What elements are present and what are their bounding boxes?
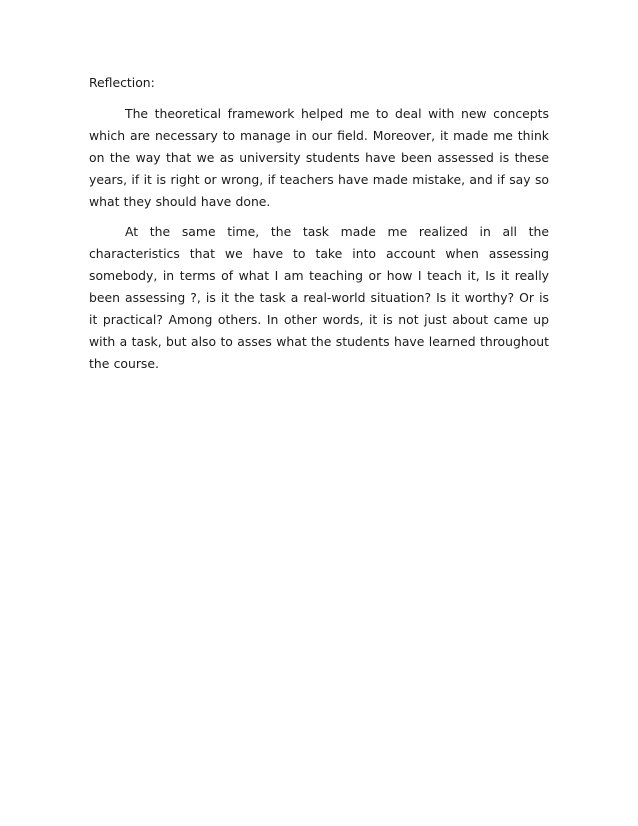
- document-body: [89, 72, 549, 383]
- paragraph-2: At the same time, the task made me realized in all the characteristics that we have to take into account when assessing somebody, in terms of what I am teaching or how I teach it, Is it really been assessing ?, is it the task a real-world situation? Is it worthy? Or is it practical? Among others. In other words, it is not just about came up with a task, but also to asses what the students have learned throughout the course.: [89, 224, 549, 371]
- section-heading: Reflection:: [89, 75, 155, 90]
- paragraph-1: The theoretical framework helped me to deal with new concepts which are necessary to manage in our field. Moreover, it made me think on the way that we as university students have been assessed is these years, if it is right or wrong, if teachers have made mistake, and if say so what they should have done.: [89, 106, 549, 209]
